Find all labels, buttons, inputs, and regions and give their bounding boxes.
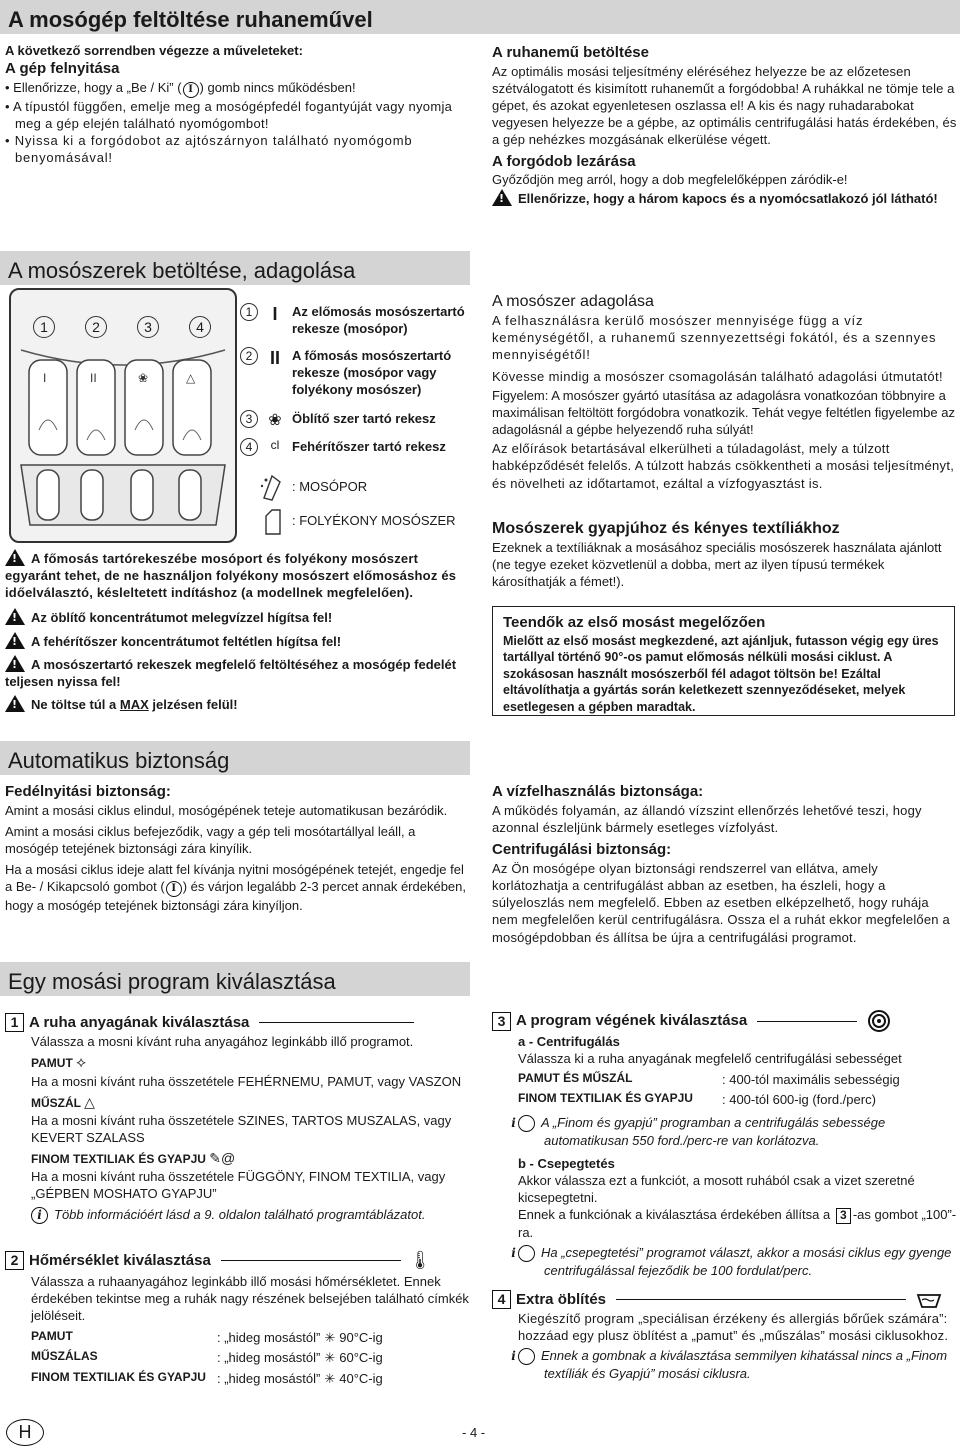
intro-text: A következő sorrendben végezze a műveleteket: (5, 43, 303, 58)
spin-row (518, 1091, 957, 1108)
warning-5-text-c: jelzésen felül! (148, 697, 238, 713)
legend-text: Öblítő szer tartó rekesz (292, 411, 436, 426)
softener-icon: ❀ (268, 412, 282, 429)
program-header (0, 962, 470, 996)
warning-4 (5, 655, 470, 690)
drum-warning (492, 189, 957, 207)
temp-degree: 60°C-ig (339, 1350, 383, 1366)
heading-rule (221, 1260, 401, 1261)
auto-safety-title: Automatikus biztonság (8, 748, 230, 773)
warning-4-text: A mosószertartó rekeszek megfelelő feltöltéséhez a mosógép fedelét teljesen nyissa fel! (5, 656, 457, 689)
gep-bullet-2: • A típustól függően, emelje meg a mosógépfedél fogantyúját vagy nyomja meg a gép elején található nyomógombot! (5, 98, 453, 132)
water-safety-title: A vízfelhasználás biztonsága: (492, 783, 704, 800)
step-4-number: 4 (492, 1290, 511, 1309)
section-loading (5, 42, 475, 167)
lid-safety-title: Fedélnyitási biztonság: (5, 783, 171, 800)
drip-p2 (518, 1206, 957, 1241)
temp-row (31, 1349, 470, 1366)
synthetic-label-text: MŰSZÁL (31, 1095, 81, 1110)
warning-5-max: MAX (119, 697, 149, 713)
temp-value: : „hideg mosástól” (217, 1370, 321, 1386)
svg-text:II: II (90, 371, 97, 385)
gep-b3-text: Nyissa ki a forgódobot az ajtószárnyon található nyomógomb benyomásával! (14, 133, 413, 166)
step-1-section (5, 1013, 470, 1224)
temp-value: : „hideg mosástól” (217, 1330, 321, 1346)
legend-number: 4 (240, 438, 258, 456)
dosage-p2: Kövesse mindig a mosószer csomagolásán található adagolási útmutatót! (492, 368, 944, 384)
svg-text:△: △ (186, 371, 196, 385)
spin-subtitle: a - Centrifugálás (518, 1034, 620, 1049)
prewash-icon: I (272, 304, 278, 324)
lid-safety-p3a: Ha a mosási ciklus ideje alatt fel kívánja nyitni mosógépének tetejét, engedje fel a Be- / Kikapcsoló gombot ( (5, 862, 464, 895)
step-3-title: A program végének kiválasztása (516, 1012, 748, 1030)
spin-value: : 400-tól 600-ig (ford./perc) (722, 1092, 876, 1108)
legend-number: 3 (240, 410, 258, 428)
step-2-section (5, 1249, 470, 1387)
spin-row (518, 1071, 957, 1088)
drip-p1: Akkor válassza ezt a funkciót, a mosott ruhából csak a vizet szeretné kicsepegtetni. (518, 1172, 915, 1206)
spin-label: PAMUT ÉS MŰSZÁL (518, 1071, 633, 1086)
bleach-icon: cl (270, 438, 280, 452)
load-title: A ruhanemű betöltése (492, 44, 649, 61)
lid-safety-p3b: ) és várjon legalább 2-3 percet annak érdekében, hogy a mosógép tetejének biztonsági zára kinyíljon. (5, 879, 466, 914)
spin-value: : 400-tól maximális sebességig (722, 1072, 900, 1088)
step-4-section (492, 1290, 957, 1382)
dosage-p3: Figyelem: A mosószer gyártó utasítása az adagolásra vonatkozóan többnyire a maximálisan feltöltött forgódobra vonatkozik. Tehát vegye feltétlen figyelembe az adagolásnál a gépbe helyezendő ruha súlyát! (492, 387, 955, 438)
warning-3-text: A fehérítőszer koncentrátumot feltétlen hígítsa fel! (31, 633, 342, 649)
spin-info-text: A „Finom és gyapjú” programban a centrifugálás sebessége automatikusan 550 ford./perc-re van korlátozva. (541, 1114, 886, 1148)
temp-value: : „hideg mosástól” (217, 1350, 321, 1366)
info-icon: i (31, 1207, 48, 1224)
warning-1-text: A főmosás tartórekeszébe mosóport és folyékony mosószert egyaránt tehet, de ne használjon folyékony mosószert előmosáshoz és időelválasztó, késleltetett indításhoz (a modellnek megfelelően). (5, 551, 457, 601)
slot-number-1: 1 (33, 316, 55, 338)
dosage-p1: A felhasználásra kerülő mosószer mennyisége függ a víz keménységétől, a ruhanemű szennyezettségi fokától, és a szennyes mennyiségétől! (492, 313, 937, 363)
warning-5-text-a: Ne töltse túl a (31, 697, 120, 713)
spin-label: FINOM TEXTILIAK ÉS GYAPJU (518, 1091, 693, 1106)
rinse-info (511, 1347, 957, 1382)
info-icon: i (518, 1115, 535, 1132)
step-2-title: Hőmérséklet kiválasztása (29, 1251, 211, 1269)
delicate-text: Ha a mosni kívánt ruha összetétele FÜGGÖNY, FINOM TEXTILIA, vagy „GÉPBEN MOSHATO GYAPJU” (31, 1168, 446, 1202)
temp-label: PAMUT (31, 1329, 73, 1344)
warning-icon (492, 189, 512, 206)
lid-safety-section (5, 782, 470, 915)
legend-item-1 (240, 303, 472, 337)
drum-text: Győződjön meg arról, hogy a dob megfelelőképpen záródik-e! (492, 172, 848, 188)
wool-title: Mosószerek gyapjúhoz és kényes textíliákhoz (492, 520, 840, 537)
first-wash-title: Teendők az első mosást megelőzően (503, 614, 766, 631)
legend-text: Fehérítőszer tartó rekesz (292, 439, 446, 454)
powder-icon (258, 472, 286, 502)
program-title: Egy mosási program kiválasztása (8, 969, 336, 994)
drip-info (511, 1244, 957, 1279)
legend-text: Az előmosás mosószertartó rekesze (mosópor) (292, 304, 465, 337)
step-1-title: A ruha anyagának kiválasztása (29, 1014, 250, 1031)
heading-rule (259, 1022, 414, 1023)
power-icon: I (183, 82, 199, 98)
power-icon: I (166, 881, 182, 897)
legend-item-2 (240, 347, 472, 398)
dosage-p4: Az előírások betartásával elkerülheti a túladagolást, mely a túlzott habképződését felelős. A túlzott habzás csökkentheti a mosási teljesítményt, és növelheti az időtartamot, ezáltal a vízfogyasztást is. (492, 441, 955, 491)
cold-icon: ✳ (324, 1370, 336, 1386)
synthetic-icon: △ (84, 1093, 95, 1110)
step-3-section (492, 1009, 957, 1280)
right-top (492, 43, 957, 207)
water-safety-text: A működés folyamán, az állandó vízszint ellenőrzés lehetővé teszi, hogy azonnal észleljünk bármely esetleges vízfolyást. (492, 802, 922, 835)
wool-section (492, 518, 957, 591)
step-2-number: 2 (5, 1251, 24, 1270)
warning-icon (5, 695, 25, 712)
load-text: Az optimális mosási teljesítmény eléréséhez helyezze be az előzetesen szétválogatott és kisimított ruhaneműt a forgódobba! A ruhákkal ne tömje tele a gépet, és azokat egyenletesen oszlassa el! A kis és nagy ruhadarabokat vegyesen helyezze be a gépbe, az optimális centrifugálási hatás érdekében, és a gép nehézkes mozgásának elkerülése végett. (492, 63, 957, 148)
legend-text: A főmosás mosószertartó rekesze (mosópor vagy folyékony mosószer) (292, 348, 452, 398)
svg-text:I: I (43, 371, 47, 385)
cold-icon: ✳ (324, 1350, 336, 1366)
temp-row (31, 1370, 470, 1387)
spin-safety-text: Az Ön mosógépe olyan biztonsági rendszerrel van ellátva, amely korlátozhatja a centrifugálást abban az esetben, ha észleli, hogy a súlyeloszlás nem megfelelő. Ebben az esetben elképzelhető, hogy ruhája nem megfelelően kerül centrifugálásra. Ossza el a ruhát ekkor megfelelően a mosógépdobban és állítsa be újra a centrifugálási programot. (492, 860, 950, 945)
warnings-list (5, 549, 470, 713)
spin-text: Válassza ki a ruha anyagának megfelelő centrifugálási sebességet (518, 1051, 902, 1067)
lid-safety-p1: Amint a mosási ciklus elindul, mosógépének teteje automatikusan bezáródik. (5, 802, 448, 818)
step-1-info-text: Több információért lásd a 9. oldalon található programtáblázatot. (54, 1207, 426, 1223)
drip-info-text: Ha „csepegtetési” programot választ, akkor a mosási ciklus egy gyenge centrifugálással fejeződik be 100 fordulat/perc. (541, 1245, 952, 1279)
gep-b1-text: Ellenőrizze, hogy a „Be / Ki” ( (13, 79, 182, 95)
slot-number-3: 3 (137, 316, 159, 338)
warning-icon (5, 549, 25, 566)
info-icon: i (518, 1245, 535, 1262)
slot-number-4: 4 (189, 316, 211, 338)
liquid-icon (258, 506, 286, 536)
warning-5 (5, 695, 470, 713)
step-4-heading (492, 1290, 957, 1310)
wool-text: Ezeknek a textíliáknak a mosásához speciális mosószerek használata ajánlott (ne tegye ezeket közvetlenül a dobba, mert az ilyen típusú termékek károsíthatják a fémet!). (492, 540, 942, 590)
rinse-info-text: Ennek a gombnak a kiválasztása semmilyen kihatással nincs a „Finom textíliák és Gyapjú” mosási ciklusra. (541, 1348, 948, 1382)
delicate-label (31, 1149, 470, 1168)
water-safety-section (492, 782, 957, 946)
delicate-icon: ✎@ (209, 1150, 236, 1167)
warning-icon (5, 655, 25, 672)
spin-info (511, 1114, 957, 1149)
first-wash-box (492, 606, 955, 716)
temp-row (31, 1329, 470, 1346)
dosage-section (492, 291, 957, 492)
cold-icon: ✳ (324, 1330, 336, 1346)
legend-item-4 (240, 438, 472, 456)
liquid-legend (258, 506, 456, 536)
gep-b2-text: A típustól függően, emelje meg a mosógépfedél fogantyúját vagy nyomja meg a gép elején található nyomógombot! (13, 98, 453, 132)
delicate-label-text: FINOM TEXTILIAK ÉS GYAPJU (31, 1152, 206, 1167)
legend-number: 2 (240, 347, 258, 365)
mainwash-icon: II (269, 348, 280, 368)
dosage-title: A mosószer adagolása (492, 293, 654, 310)
knob-3-ref: 3 (836, 1208, 851, 1224)
rinse-text: Kiegészítő program „speciálisan érzékeny és allergiás bőrűek számára”: hozzáad egy plusz öblítést a „pamut” és „műszálas” mosási ciklusokhoz. (518, 1310, 949, 1343)
step-3-number: 3 (492, 1012, 511, 1031)
cotton-label (31, 1053, 470, 1073)
liquid-label: : FOLYÉKONY MOSÓSZER (292, 513, 456, 529)
first-wash-text: Mielőtt az első mosást megkezdené, azt ajánljuk, futasson végig egy üres tartállyal történő 90°-os pamut előmosás nélküli mosási ciklust. A szokásosan használt mosószerből fél adagot töltsön be! Ezáltal eltávolíthatja a gyártás során keletkezett szennyeződéseket, melyek esetlegesen a gépben maradtak. (503, 633, 939, 714)
gep-b1b-text: ) gomb nincs működésben! (199, 79, 356, 95)
cotton-icon: ⟡ (76, 1053, 87, 1071)
slot-number-2: 2 (85, 316, 107, 338)
rinse-icon (916, 1291, 942, 1309)
detergent-title: A mosószerek betöltése, adagolása (8, 258, 356, 283)
thermometer-icon: 🌡 (408, 1250, 432, 1270)
dispenser-drawing (11, 290, 235, 540)
step-3-heading (492, 1009, 957, 1033)
step-2-heading (5, 1249, 470, 1273)
gep-bullet-1: • Ellenőrizze, hogy a „Be / Ki” ( I ) gomb nincs működésben! (5, 79, 475, 98)
temp-degree: 90°C-ig (339, 1330, 383, 1346)
warning-1 (5, 549, 470, 601)
gep-bullet-3: • Nyissa ki a forgódobot az ajtószárnyon található nyomógomb benyomásával! (5, 133, 413, 166)
legend-number: 1 (240, 303, 258, 321)
cotton-text: Ha a mosni kívánt ruha összetétele FEHÉRNEMU, PAMUT, vagy VASZON (31, 1073, 462, 1089)
warning-icon (5, 608, 25, 625)
powder-legend (258, 472, 367, 502)
step-1-intro: Válassza a mosni kívánt ruha anyagához leginkább illő programot. (31, 1033, 414, 1049)
info-icon: i (518, 1348, 535, 1365)
lid-safety-p3 (5, 861, 470, 914)
cotton-label-text: PAMUT (31, 1055, 73, 1070)
legend-item-3 (240, 410, 472, 431)
temp-label: FINOM TEXTILIAK ÉS GYAPJU (31, 1369, 206, 1384)
page-header (0, 0, 960, 34)
lid-safety-p2: Amint a mosási ciklus befejeződik, vagy a gép teli mosótartállyal leáll, a mosógép tetejének biztonsági zára kinyílik. (5, 823, 416, 857)
step-1-number: 1 (5, 1013, 24, 1032)
auto-safety-header (0, 741, 470, 775)
detergent-section-header (0, 251, 470, 285)
step-1-heading (5, 1013, 470, 1033)
temp-label: MŰSZÁLAS (31, 1349, 98, 1364)
warning-2 (5, 608, 470, 626)
warning-2-text: Az öblítő koncentrátumot melegvízzel hígítsa fel! (31, 610, 333, 626)
warning-icon (5, 632, 25, 649)
gep-title: A gép felnyitása (5, 60, 120, 78)
drum-title: A forgódob lezárása (492, 152, 636, 170)
warning-3 (5, 632, 470, 650)
language-badge: H (6, 1419, 44, 1446)
drum-warning-text: Ellenőrizze, hogy a három kapocs és a nyomócsatlakozó jól látható! (518, 190, 938, 206)
step-2-text: Válassza a ruhaanyagához leginkább illő mosási hőmérsékletet. Ennek érdekében tekintse meg a ruhák nagy részének belsejében található címkék jelöléseit. (31, 1273, 469, 1324)
heading-rule (616, 1299, 906, 1300)
svg-text:❀: ❀ (138, 371, 149, 385)
page-number: - 4 - (462, 1425, 486, 1440)
page-title: A mosógép feltöltése ruhaneművel (8, 7, 373, 32)
synthetic-text: Ha a mosni kívánt ruha összetétele SZINES, TARTOS MUSZALAS, vagy KEVERT SZALASS (31, 1112, 452, 1145)
dispenser-illustration (9, 288, 237, 543)
drip-p2a: Ennek a funkciónak a kiválasztása érdekében állítsa a (518, 1207, 834, 1223)
drip-p2b: -as gombot „100”-ra. (518, 1207, 957, 1241)
step-1-info (31, 1206, 470, 1224)
spin-safety-title: Centrifugálási biztonság: (492, 841, 672, 859)
spin-icon (867, 1009, 891, 1033)
step-4-title: Extra öblítés (516, 1291, 607, 1308)
temp-degree: 40°C-ig (339, 1370, 383, 1386)
drip-subtitle: b - Csepegtetés (518, 1155, 615, 1171)
heading-rule (757, 1021, 857, 1022)
synthetic-label (31, 1093, 470, 1112)
powder-label: : MOSÓPOR (292, 479, 368, 495)
